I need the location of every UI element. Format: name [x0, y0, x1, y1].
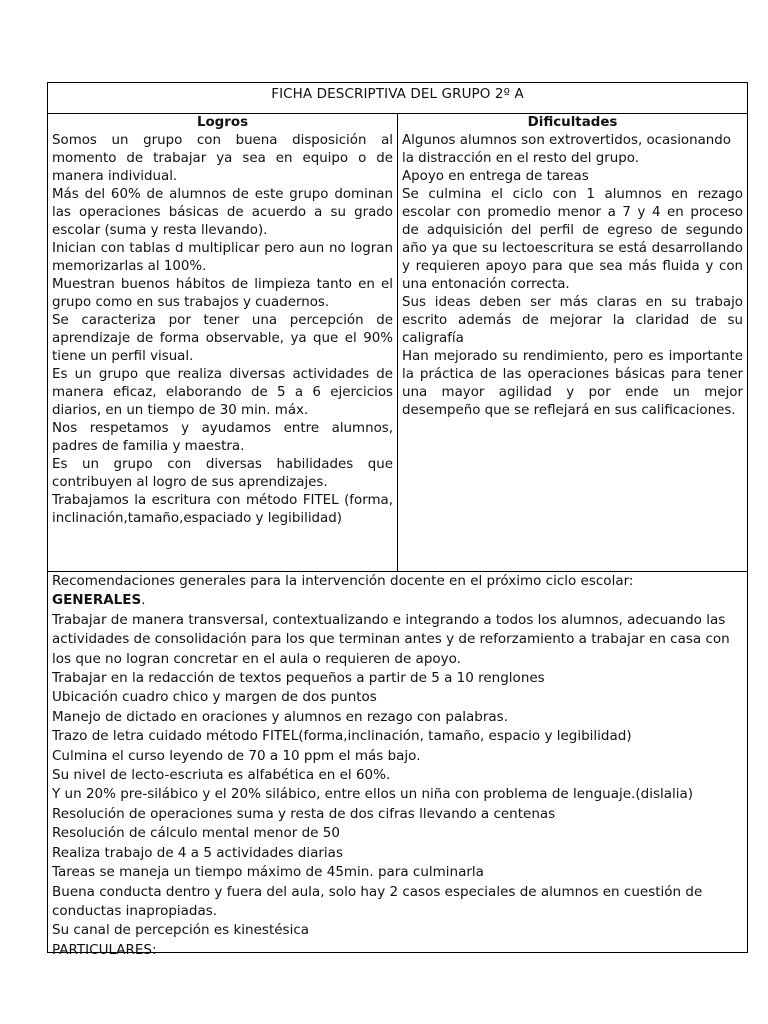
logros-item: Nos respetamos y ayudamos entre alumnos, padres de familia y maestra. — [52, 421, 393, 454]
logros-item: Se caracteriza por tener una percepción de aprendizaje de forma observable, ya que el 90% tiene un perfil visual. — [52, 313, 393, 364]
recommendation-line: Trazo de letra cuidado método FITEL(forma,inclinación, tamaño, espacio y legibilidad) — [52, 728, 632, 745]
logros-dificultades-row — [48, 114, 747, 572]
recommendation-line: Y un 20% pre-silábico y el 20% silábico, entre ellos un niña con problema de lenguaje.(dislalia) — [52, 786, 694, 803]
logros-item: Trabajamos la escritura con método FITEL (forma, inclinación,tamaño,espaciado y legibilidad) — [52, 493, 393, 526]
dificultades-item: Algunos alumnos son extrovertidos, ocasionando la distracción en el resto del grupo. — [402, 133, 731, 166]
generales-label: GENERALES — [52, 592, 142, 609]
recommendation-line: Buena conducta dentro y fuera del aula, solo hay 2 casos especiales de alumnos en cuestión de conductas inapropiadas. — [52, 883, 703, 919]
generales-dot: . — [141, 592, 146, 609]
descriptive-sheet-table — [47, 82, 748, 958]
logros-item: Muestran buenos hábitos de limpieza tanto en el grupo como en sus trabajos y cuadernos. — [52, 277, 393, 310]
logros-item: Inician con tablas d multiplicar pero aun no logran memorizarlas al 100%. — [52, 241, 393, 274]
logros-heading: Logros — [196, 115, 249, 130]
recommendation-line: Tareas se maneja un tiempo máximo de 45min. para culminarla — [52, 864, 484, 881]
recommendation-line: Su nivel de lecto-escriuta es alfabética en el 60%. — [52, 767, 391, 784]
dificultades-column — [398, 114, 747, 571]
recommendation-line: Resolución de operaciones suma y resta de dos cifras llevando a centenas — [52, 805, 556, 822]
logros-column — [48, 114, 398, 571]
recommendation-line: Resolución de cálculo mental menor de 50 — [52, 825, 340, 842]
recommendation-line: Ubicación cuadro chico y margen de dos puntos — [52, 689, 377, 706]
recommendation-line: Trabajar de manera transversal, contextualizando e integrando a todos los alumnos, adecuando las actividades de consolidación para los que terminan antes y de reforzamiento a trabajar en casa con los que no logran concretar en el aula o requieren de apoyo. — [52, 611, 730, 667]
dificultades-item: Apoyo en entrega de tareas — [402, 169, 589, 184]
dificultades-item: Se culmina el ciclo con 1 alumnos en rezago escolar con promedio menor a 7 y 4 en proceso de adquisición del perfil de egreso de segundo año ya que su lectoescritura se está desarrollando y requieren apoyo para que sea más fluida y con una entonación correcta. — [402, 187, 743, 292]
recommendations-section — [48, 572, 747, 960]
recommendation-line: Manejo de dictado en oraciones y alumnos en rezago con palabras. — [52, 708, 508, 725]
recommendation-line: Trabajar en la redacción de textos pequeños a partir de 5 a 10 renglones — [52, 670, 545, 687]
recommendations-intro: Recomendaciones generales para la intervención docente en el próximo ciclo escolar: — [52, 573, 634, 589]
logros-item: Es un grupo con diversas habilidades que contribuyen al logro de sus aprendizajes. — [52, 457, 393, 490]
dificultades-item: Sus ideas deben ser más claras en su trabajo escrito además de mejorar la claridad de su caligrafía — [402, 295, 743, 346]
generales-heading — [52, 591, 743, 610]
particulares-heading: PARTICULARES: — [52, 941, 157, 958]
logros-item: Somos un grupo con buena disposición al momento de trabajar ya sea en equipo o de manera individual. — [52, 133, 393, 184]
recommendation-line: Su canal de percepción es kinestésica — [52, 922, 310, 939]
recommendation-line: Realiza trabajo de 4 a 5 actividades diarias — [52, 844, 343, 861]
dificultades-heading: Dificultades — [527, 115, 618, 130]
recommendation-line: Culmina el curso leyendo de 70 a 10 ppm el más bajo. — [52, 747, 421, 764]
dificultades-item: Han mejorado su rendimiento, pero es importante la práctica de las operaciones básicas para tener una mayor agilidad y por ende un mejor desempeño que se reflejará en sus calificaciones. — [402, 349, 743, 418]
logros-item: Más del 60% de alumnos de este grupo dominan las operaciones básicas de acuerdo a su grado escolar (suma y resta llevando). — [52, 187, 393, 238]
logros-item: Es un grupo que realiza diversas actividades de manera eficaz, elaborando de 5 a 6 ejercicios diarios, en un tiempo de 30 min. máx. — [52, 367, 393, 418]
sheet-title: FICHA DESCRIPTIVA DEL GRUPO 2º A — [48, 83, 747, 114]
